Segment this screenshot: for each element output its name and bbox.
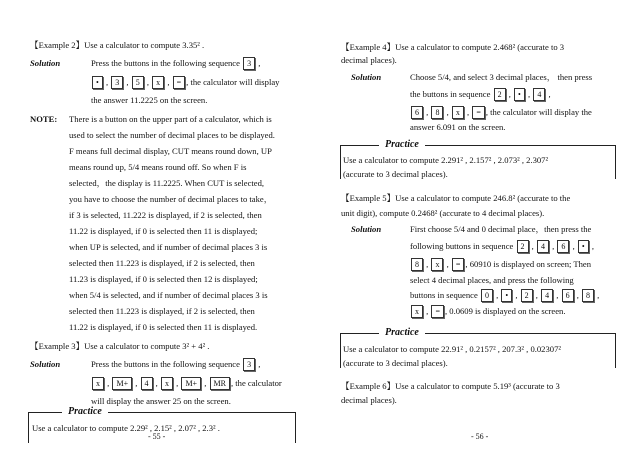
key-8: 8 bbox=[582, 289, 594, 302]
note-line: selected，the display is 11.2225. When CUT is selected, bbox=[69, 178, 265, 188]
key-multiply: x bbox=[161, 377, 173, 390]
key-m-plus: M+ bbox=[112, 377, 132, 390]
note-line: 11.22 is displayed, if 0 is selected then 11 is displayed; bbox=[69, 226, 258, 236]
key-3: 3 bbox=[243, 358, 255, 371]
example-3-heading: 【Example 3】Use a calculator to compute 3² + 4² . bbox=[30, 341, 210, 351]
key-dot: • bbox=[514, 88, 525, 101]
practice-title: Practice bbox=[62, 406, 108, 418]
example-5-line-5: buttons in sequence 0 , • , 2 , 4 , 6 , 8 , bbox=[410, 290, 600, 300]
practice-text: Use a calculator to compute 2.29² , 2.15² , 2.07² , 2.3² . bbox=[32, 423, 220, 433]
example-3-solution-label: Solution bbox=[30, 359, 61, 369]
practice-line-1: Use a calculator to compute 2.291² , 2.157² , 2.073² , 2.307² bbox=[343, 155, 549, 165]
note-label: NOTE: bbox=[30, 114, 58, 124]
practice-title: Practice bbox=[379, 327, 425, 339]
example-2-heading: 【Example 2】Use a calculator to compute 3.35² . bbox=[30, 40, 205, 50]
example-5-heading-cont: unit digit), compute 0.2468² (accurate to 4 decimal places). bbox=[341, 208, 545, 218]
key-8: 8 bbox=[431, 106, 443, 119]
example-4-solution-label: Solution bbox=[351, 72, 382, 82]
key-4: 4 bbox=[541, 289, 553, 302]
right-page bbox=[319, 0, 638, 452]
example-2-solution-label: Solution bbox=[30, 58, 61, 68]
example-5-line-4: select 4 decimal places, and press the following bbox=[410, 275, 574, 285]
example-5-line-3: 8 , x , = , 60910 is displayed on screen; Then bbox=[410, 257, 591, 272]
key-4: 4 bbox=[141, 377, 153, 390]
example-2-line-1: Press the buttons in the following sequence 3 , bbox=[91, 58, 261, 68]
example-4-line-3: 6 , 8 , x , = , the calculator will display the bbox=[410, 105, 592, 120]
note-line: used to select the number of decimal places to be displayed. bbox=[69, 130, 275, 140]
key-equals: = bbox=[173, 76, 186, 89]
key-multiply: x bbox=[452, 106, 464, 119]
key-6: 6 bbox=[411, 106, 423, 119]
key-dot: • bbox=[92, 76, 103, 89]
key-2: 2 bbox=[521, 289, 533, 302]
key-equals: = bbox=[472, 106, 485, 119]
key-6: 6 bbox=[562, 289, 574, 302]
example-5-line-6: x , = , 0.0609 is displayed on the screen. bbox=[410, 304, 566, 319]
example-6-heading: 【Example 6】Use a calculator to compute 5.19³ (accurate to 3 bbox=[341, 381, 560, 391]
page-number: - 55 - bbox=[148, 432, 166, 441]
example-3-line-1: Press the buttons in the following sequence 3 , bbox=[91, 359, 261, 369]
note-line: selected then 11.223 is displayed, if 2 is selected, then bbox=[69, 258, 255, 268]
note-line: you have to choose the number of decimal places to take， bbox=[69, 194, 273, 204]
key-5: 5 bbox=[132, 76, 144, 89]
example-4-heading: 【Example 4】Use a calculator to compute 2.468² (accurate to 3 bbox=[341, 42, 565, 52]
example-4-line-2: the buttons in sequence 2 , • , 4 , bbox=[410, 89, 551, 99]
note-line: 11.22 is displayed, if 0 is selected then 11 is displayed. bbox=[69, 322, 258, 332]
note-line: when 5/4 is selected, and if number of decimal places 3 is bbox=[69, 290, 268, 300]
key-multiply: x bbox=[92, 377, 104, 390]
example-6-heading-cont: decimal places). bbox=[341, 395, 397, 405]
key-4: 4 bbox=[533, 88, 545, 101]
key-multiply: x bbox=[411, 305, 423, 318]
key-multiply: x bbox=[431, 258, 443, 271]
key-dot: • bbox=[578, 240, 589, 253]
key-equals: = bbox=[452, 258, 465, 271]
key-8: 8 bbox=[411, 258, 423, 271]
example-3-line-3: will display the answer 25 on the screen. bbox=[91, 396, 231, 406]
example-5-line-2: following buttons in sequence 2 , 4 , 6 , • , bbox=[410, 241, 594, 251]
key-equals: = bbox=[431, 305, 444, 318]
key-mr: MR bbox=[210, 377, 230, 390]
practice-line-2: (accurate to 3 decimal places). bbox=[343, 358, 448, 368]
example-2-line-3: the answer 11.2225 on the screen. bbox=[91, 95, 208, 105]
note-line: 11.23 is displayed, if 0 is selected then 12 is displayed; bbox=[69, 274, 258, 284]
note-line: selected then 11.223 is displayed, if 2 is selected, then bbox=[69, 306, 255, 316]
key-m-plus: M+ bbox=[181, 377, 201, 390]
key-2: 2 bbox=[494, 88, 506, 101]
practice-line-2: (accurate to 3 decimal places). bbox=[343, 169, 448, 179]
example-4-heading-cont: decimal places). bbox=[341, 55, 397, 65]
key-3: 3 bbox=[111, 76, 123, 89]
note-line: means round up, 5/4 means round off. So when F is bbox=[69, 162, 247, 172]
key-multiply: x bbox=[152, 76, 164, 89]
practice-title: Practice bbox=[379, 139, 425, 151]
example-5-solution-label: Solution bbox=[351, 224, 382, 234]
page-number: - 56 - bbox=[471, 432, 489, 441]
note-line: if 3 is selected, 11.222 is displayed, if 2 is selected, then bbox=[69, 210, 262, 220]
example-2-line-2: • , 3 , 5 , x , = , the calculator will display bbox=[91, 75, 279, 90]
example-5-line-1: First choose 5/4 and 0 decimal place，then press the bbox=[410, 224, 592, 234]
note-line: F means full decimal display, CUT means round down, UP bbox=[69, 146, 272, 156]
key-0: 0 bbox=[481, 289, 493, 302]
example-4-line-4: answer 6.091 on the screen. bbox=[410, 122, 506, 132]
key-3: 3 bbox=[243, 57, 255, 70]
key-4: 4 bbox=[537, 240, 549, 253]
key-6: 6 bbox=[557, 240, 569, 253]
example-3-line-2: x , M+ , 4 , x , M+ , MR , the calculator bbox=[91, 376, 282, 391]
example-5-heading: 【Example 5】Use a calculator to compute 246.8² (accurate to the bbox=[341, 193, 571, 203]
key-dot: • bbox=[501, 289, 512, 302]
note-line: when UP is selected, and if number of decimal places 3 is bbox=[69, 242, 268, 252]
practice-line-1: Use a calculator to compute 22.91² , 0.2157² , 207.3² , 0.02307² bbox=[343, 344, 561, 354]
note-line: There is a button on the upper part of a calculator, which is bbox=[69, 114, 272, 124]
example-4-line-1: Choose 5/4, and select 3 decimal places， then press bbox=[410, 72, 593, 82]
key-2: 2 bbox=[517, 240, 529, 253]
